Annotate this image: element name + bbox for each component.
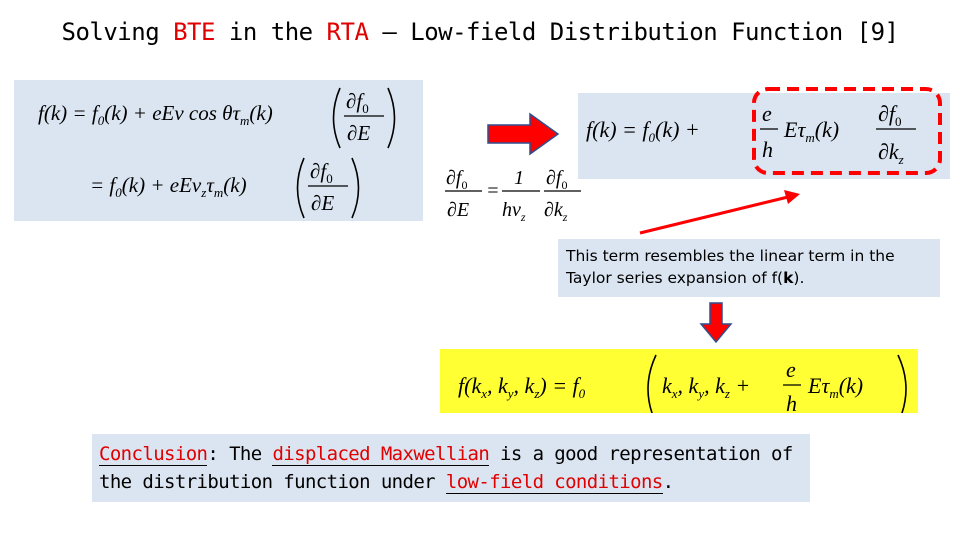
- svg-text:hvz: $hv_z$: [502, 199, 526, 224]
- svg-text:Eτm(k): $E\tau_m(k)$: [808, 373, 864, 401]
- svg-text:1: 1: [514, 167, 524, 189]
- svg-text:=: =: [486, 180, 500, 202]
- conclusion-box: [92, 434, 810, 502]
- slide-title: [0, 18, 960, 46]
- svg-text:∂f0: $\partial f_0$: [310, 159, 333, 186]
- conclusion-displaced-maxwellian: displaced Maxwellian: [272, 443, 490, 465]
- equation-relation: [444, 158, 584, 226]
- note-text: This term resembles the linear term in the Taylor series expansion of f(: [566, 247, 895, 287]
- conclusion-text: : The: [207, 443, 273, 465]
- equation-box-bte-solution: [14, 80, 423, 221]
- svg-text:f(k) = f0(k) + eEv cos θτm(k): $f(k) = f_0(k)$ + eEv $\cos \theta\tau_m(k)$: [38, 101, 273, 128]
- conclusion-text: is a good representation of the distribution function under: [99, 443, 793, 493]
- svg-text:kx, ky, kz +: $k_x$, $k_y$, $k_z$ +: [662, 373, 751, 401]
- title-text: – Low-field Distribution Function [9]: [368, 18, 899, 46]
- svg-text:h: h: [762, 137, 773, 162]
- svg-text:∂kz: $\partial k_z$: [878, 139, 904, 167]
- equation-svg-1: [14, 80, 423, 221]
- svg-text:= f0(k) + eEvzτm(k): = $f_0(k) + eEv_z\tau_m(k)$: [90, 173, 247, 200]
- svg-text:∂E: ∂E: [311, 191, 335, 215]
- svg-text:e: e: [786, 357, 796, 382]
- svg-text:∂kz: $\partial k_z$: [544, 199, 568, 224]
- svg-text:∂f0: $\partial f_0$: [346, 89, 369, 116]
- equation-svg-2: [578, 93, 950, 179]
- equation-box-displaced: [440, 349, 918, 413]
- svg-text:f(k) = f0(k) +: $f(k) = f_0(k)$ +: [586, 117, 700, 145]
- equation-svg-relation: [444, 158, 584, 226]
- svg-text:f(kx, ky, kz) = f0: $f(k_x$, $k_y$, $k_z) = f_0$: [458, 373, 586, 401]
- svg-text:h: h: [786, 391, 797, 413]
- right-arrow-icon: [488, 114, 558, 154]
- pointer-arrow-icon: [640, 190, 800, 233]
- title-text: Solving: [61, 18, 174, 46]
- note-end: ).: [793, 269, 805, 287]
- svg-text:∂f0: $\partial f_0$: [446, 167, 468, 192]
- equation-svg-3: [440, 349, 918, 413]
- conclusion-label: Conclusion: [99, 443, 208, 465]
- title-text: in the: [214, 18, 327, 46]
- title-rta: RTA: [326, 18, 369, 46]
- svg-text:∂E: ∂E: [447, 199, 470, 221]
- svg-text:∂f0: $\partial f_0$: [546, 167, 568, 192]
- svg-text:e: e: [762, 101, 772, 126]
- equation-box-linear: [578, 93, 950, 179]
- down-arrow-icon: [701, 303, 731, 342]
- svg-text:∂f0: $\partial f_0$: [878, 101, 902, 129]
- note-bold-k: k: [783, 269, 794, 287]
- title-bte: BTE: [173, 18, 215, 46]
- conclusion-low-field: low-field conditions: [445, 471, 663, 493]
- conclusion-text: .: [662, 471, 674, 493]
- svg-text:Eτm(k): $E\tau_m(k)$: [784, 117, 840, 145]
- note-box: [558, 239, 940, 297]
- svg-text:∂E: ∂E: [347, 121, 371, 145]
